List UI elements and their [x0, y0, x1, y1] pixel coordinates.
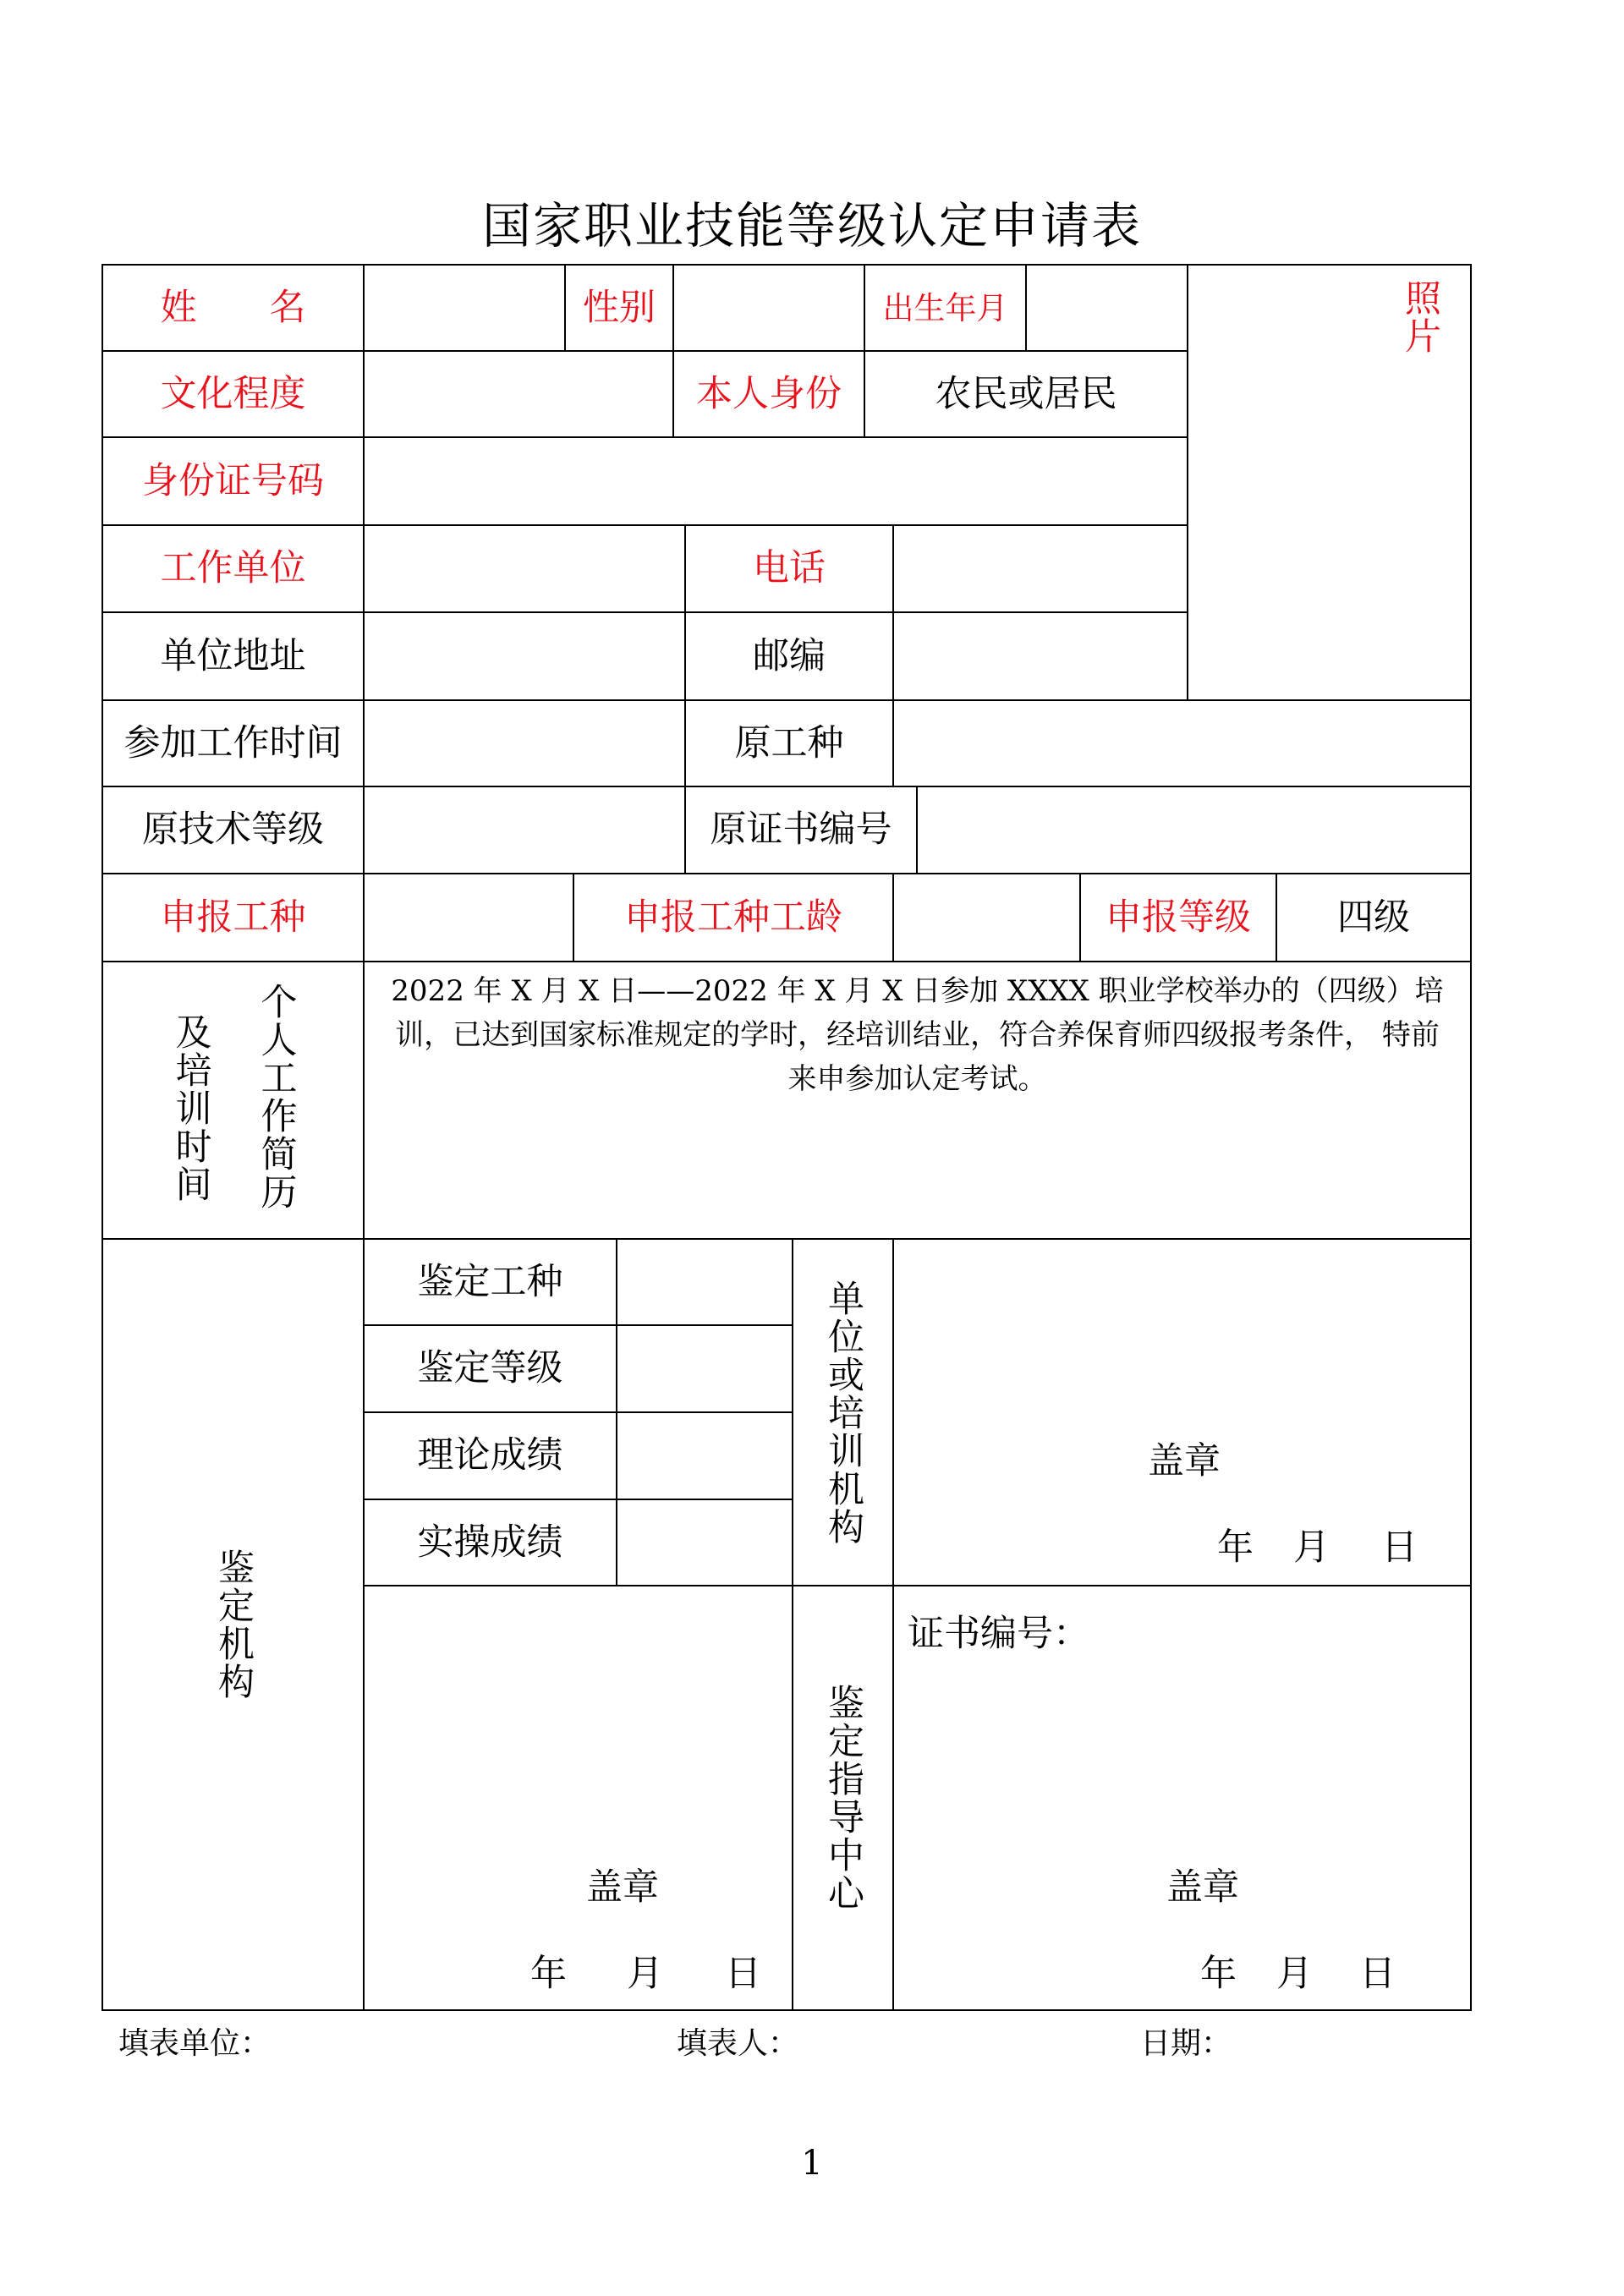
- apply-years-field[interactable]: [892, 873, 1081, 962]
- identity-value: 农民或居民: [864, 350, 1188, 438]
- appraisal-org-text: 鉴定机构: [212, 1548, 255, 1701]
- guidance-center-day: 日: [1359, 1953, 1396, 1995]
- original-cert-label: 原证书编号: [684, 786, 918, 874]
- practice-score-label: 实操成绩: [363, 1499, 617, 1586]
- footer-filler: 填表人：: [677, 2026, 799, 2061]
- work-start-label: 参加工作时间: [102, 699, 365, 787]
- original-trade-label: 原工种: [684, 699, 894, 787]
- appraisal-trade-field[interactable]: [616, 1238, 793, 1326]
- postcode-label: 邮编: [684, 611, 894, 701]
- id-number-field[interactable]: [363, 436, 1188, 526]
- guidance-center-seal: 盖章: [1166, 1866, 1239, 1909]
- guidance-center-text: 鉴定指导中心: [822, 1684, 864, 1912]
- original-grade-field[interactable]: [363, 786, 686, 874]
- education-field[interactable]: [363, 350, 674, 438]
- education-label: 文化程度: [102, 350, 365, 438]
- employer-address-field[interactable]: [363, 611, 686, 701]
- resume-label-col2: 及培训时间: [169, 1013, 212, 1203]
- appraisal-org-seal: 盖章: [586, 1866, 659, 1909]
- appraisal-org-year: 年: [530, 1953, 567, 1995]
- resume-label-col1: 个人工作简历: [255, 983, 298, 1211]
- footer-date: 日期：: [1140, 2026, 1232, 2061]
- employer-address-label: 单位地址: [102, 611, 365, 701]
- appraisal-trade-label: 鉴定工种: [363, 1238, 617, 1326]
- resume-text: 2022 年 X 月 X 日——2022 年 X 月 X 日参加 XXXX 职业学校举办的（四级）培训，已达到国家标准规定的学时，经培训结业，符合养保育师四级报考条件， 特前来申参加认定考试。: [363, 961, 1472, 1240]
- birth-label: 出生年月: [864, 264, 1027, 352]
- original-grade-label: 原技术等级: [102, 786, 365, 874]
- appraisal-org-seal-area[interactable]: [363, 1585, 793, 2011]
- training-unit-label: [792, 1238, 894, 1586]
- employer-label: 工作单位: [102, 524, 365, 613]
- resume-label: [102, 961, 365, 1240]
- original-trade-field[interactable]: [892, 699, 1472, 787]
- birth-field[interactable]: [1025, 264, 1188, 352]
- apply-years-label: 申报工种工龄: [573, 873, 894, 962]
- training-unit-seal-area[interactable]: [892, 1238, 1472, 1586]
- footer-unit: 填表单位：: [118, 2026, 272, 2061]
- training-unit-day: 日: [1381, 1526, 1418, 1569]
- gender-field[interactable]: [672, 264, 865, 352]
- guidance-center-label: [792, 1585, 894, 2011]
- apply-trade-field[interactable]: [363, 873, 574, 962]
- guidance-center-seal-area[interactable]: [892, 1585, 1472, 2011]
- name-field[interactable]: [363, 264, 566, 352]
- gender-label: 性别: [564, 264, 674, 352]
- training-unit-month: 月: [1293, 1526, 1330, 1569]
- apply-level-label: 申报等级: [1079, 873, 1277, 962]
- form-title: 国家职业技能等级认定申请表: [481, 197, 1142, 255]
- appraisal-org-day: 日: [725, 1953, 761, 1995]
- apply-level-value: 四级: [1276, 873, 1472, 962]
- work-start-field[interactable]: [363, 699, 686, 787]
- appraisal-org-label: [102, 1238, 365, 2011]
- appraisal-level-label: 鉴定等级: [363, 1324, 617, 1413]
- application-form: [102, 264, 1472, 2011]
- guidance-center-year: 年: [1200, 1953, 1237, 1995]
- employer-field[interactable]: [363, 524, 686, 613]
- appraisal-level-field[interactable]: [616, 1324, 793, 1413]
- phone-field[interactable]: [892, 524, 1188, 613]
- name-label: 姓 名: [102, 264, 365, 352]
- theory-score-label: 理论成绩: [363, 1411, 617, 1500]
- training-unit-year: 年: [1217, 1526, 1254, 1569]
- identity-label: 本人身份: [672, 350, 865, 438]
- photo-area[interactable]: [1187, 264, 1472, 701]
- training-unit-text: 单位或培训机构: [822, 1279, 864, 1546]
- photo-label: 照片: [1399, 279, 1441, 355]
- theory-score-field[interactable]: [616, 1411, 793, 1500]
- guidance-center-month: 月: [1276, 1953, 1313, 1995]
- apply-trade-label: 申报工种: [102, 873, 365, 962]
- appraisal-org-month: 月: [627, 1953, 663, 1995]
- page-number: 1: [801, 2144, 823, 2183]
- cert-number-label: 证书编号：: [908, 1613, 1089, 1655]
- original-cert-field[interactable]: [916, 786, 1472, 874]
- phone-label: 电话: [684, 524, 894, 613]
- practice-score-field[interactable]: [616, 1499, 793, 1586]
- postcode-field[interactable]: [892, 611, 1188, 701]
- id-number-label: 身份证号码: [102, 436, 365, 526]
- training-unit-seal: 盖章: [1148, 1440, 1221, 1482]
